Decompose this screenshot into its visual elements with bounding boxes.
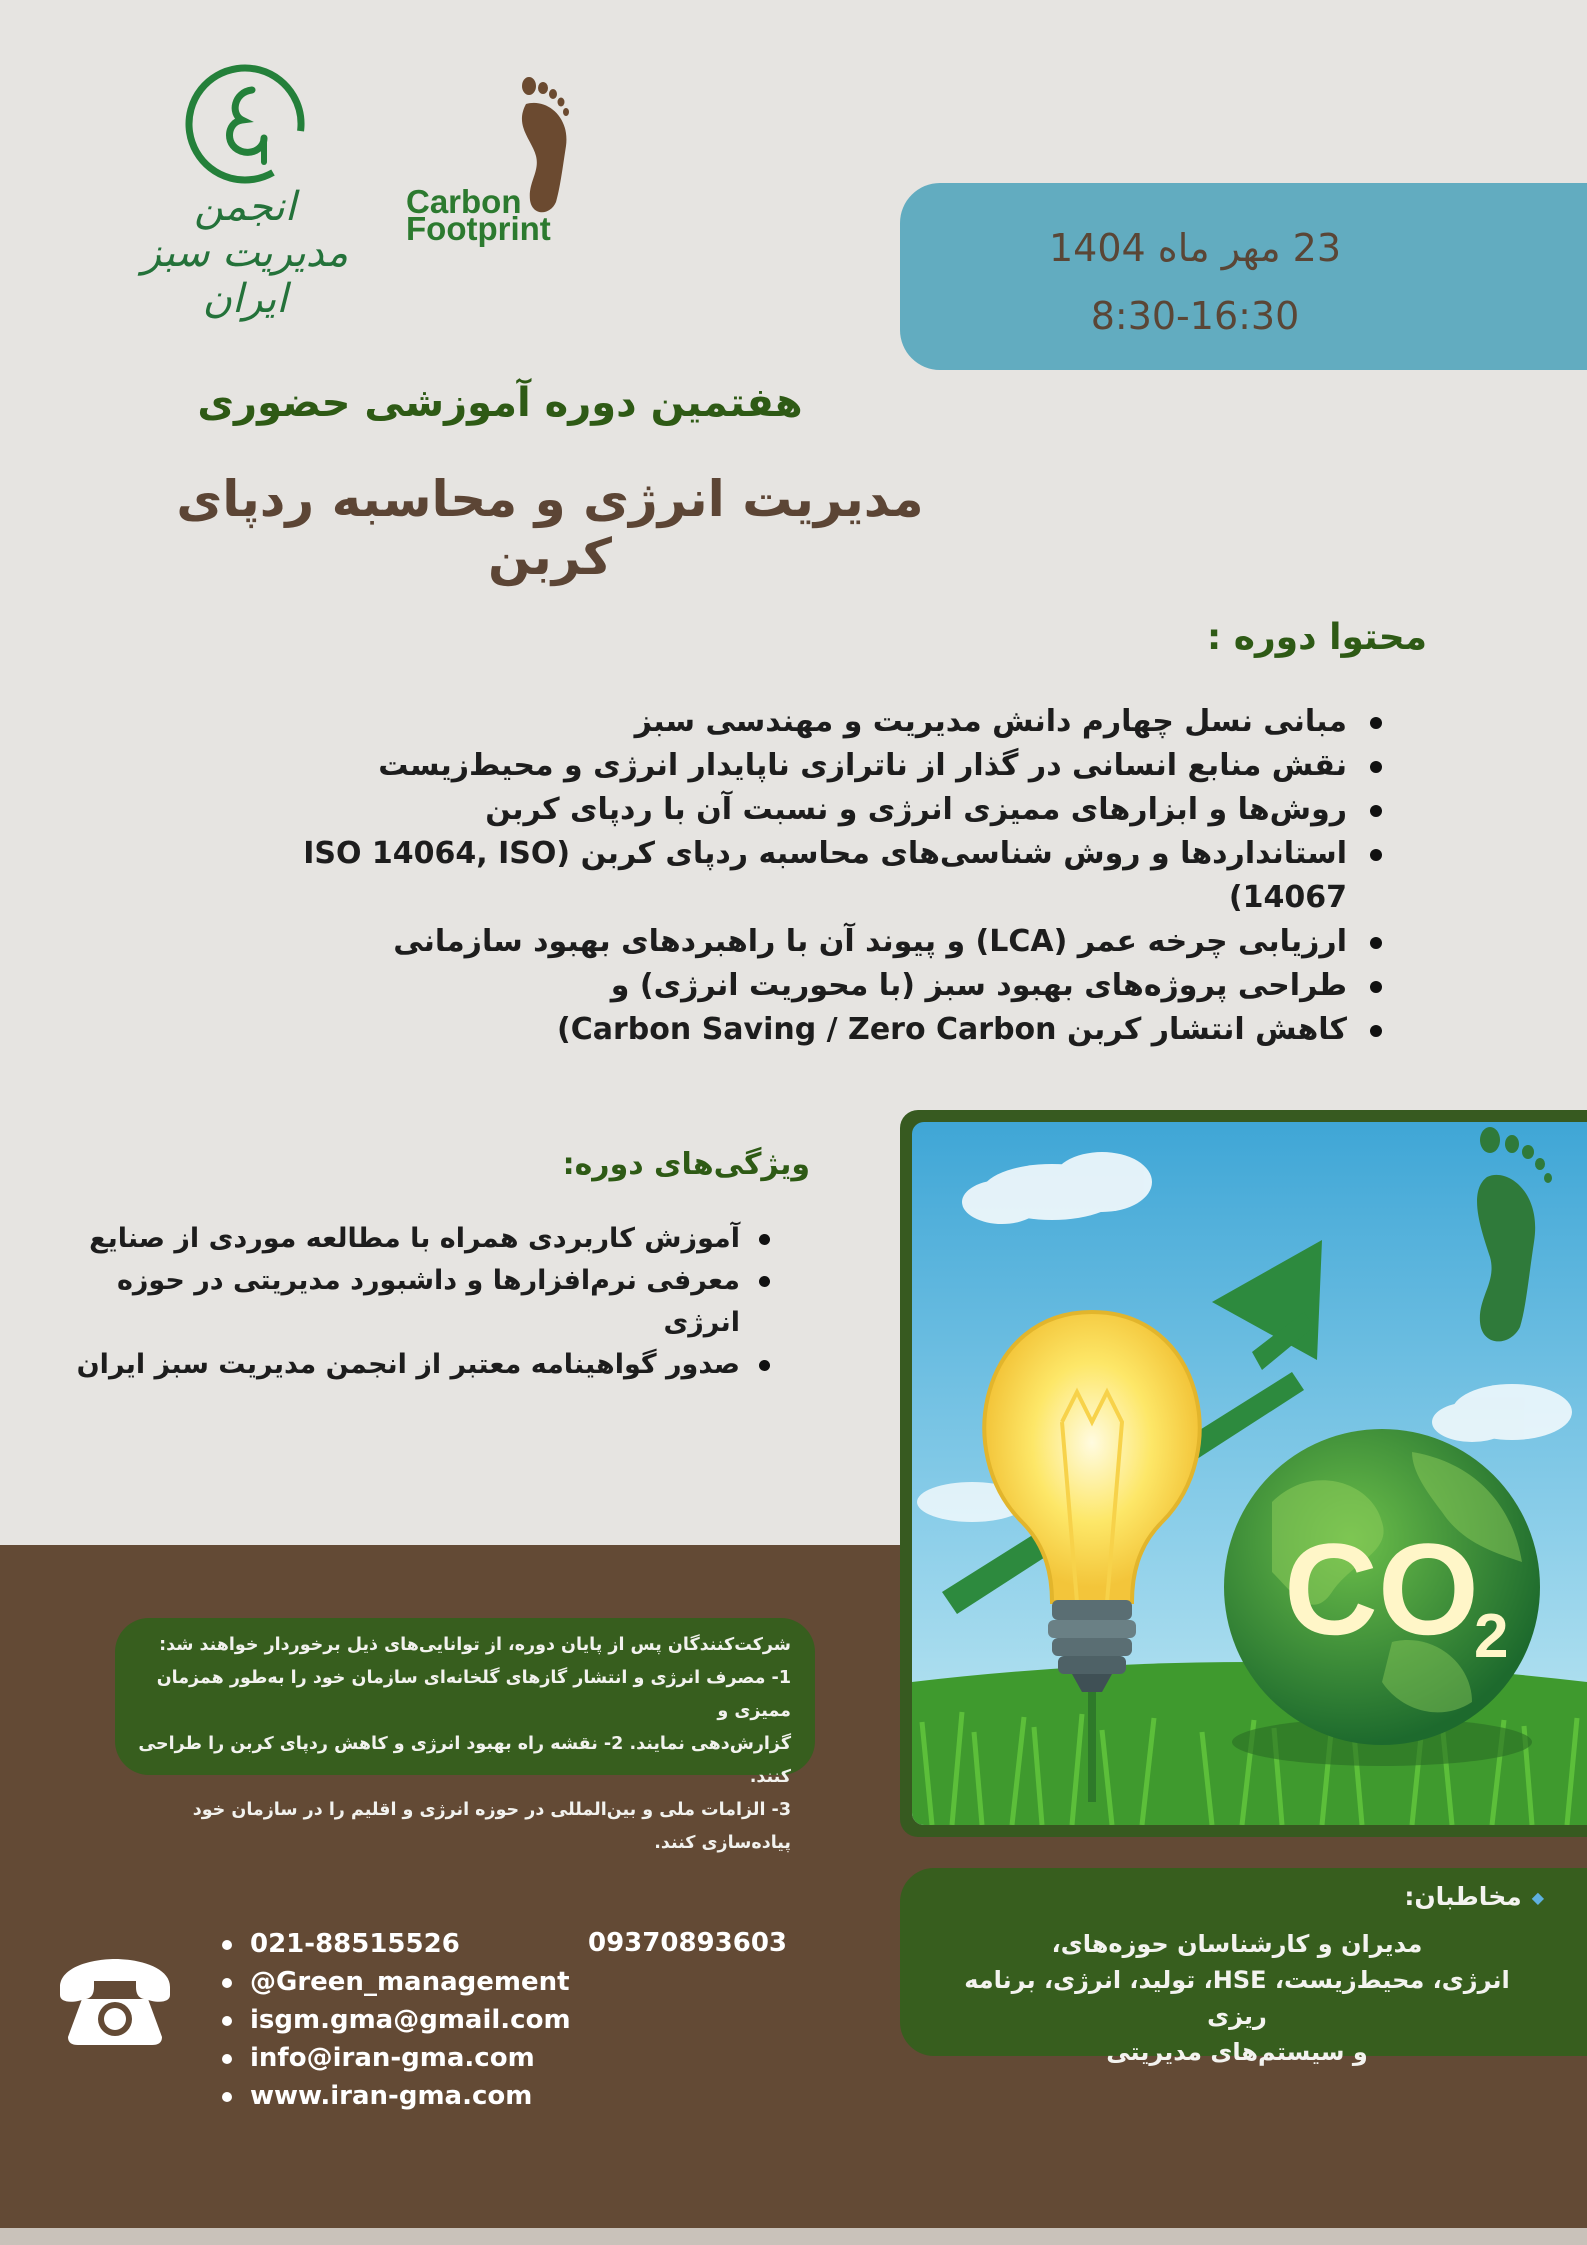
event-date: 23 مهر ماه 1404 [1049,226,1341,270]
content-item: مبانی نسل چهارم دانش مدیریت و مهندسی سبز [247,700,1347,744]
outcomes-line: گزارش‌دهی نمایند. 2- نقشه راه بهبود انرژی و کاهش ردپای کربن را طراحی کنند. [138,1734,791,1787]
content-list [247,700,1347,1052]
gma-logo-text: انجمن مدیریت سبز ایران [141,184,349,322]
course-subtitle: هفتمین دوره آموزشی حضوری [197,380,803,426]
footprint-icon [516,76,576,216]
content-item: روش‌ها و ابزارهای ممیزی انرژی و نسبت آن با ردپای کربن [247,788,1347,832]
course-title: مدیریت انرژی و محاسبه ردپای کربن [176,470,924,586]
content-item: ارزیابی چرخه عمر (LCA) و پیوند آن با راهبردهای بهبود سازمانی [247,920,1347,964]
telegram-handle[interactable]: @Green_management [222,1963,571,2001]
audience-line: مدیران و کارشناسان حوزه‌های، [1051,1930,1423,1958]
gma-emblem-icon [182,62,308,187]
carbon-footprint-logo [396,76,576,256]
content-item: طراحی پروژه‌های بهبود سبز (با محوریت انرژی) و [247,964,1347,1008]
audience-body [957,1926,1517,2070]
audience-box [900,1868,1587,2066]
feature-item: صدور گواهینامه معتبر از انجمن مدیریت سبز ایران [40,1344,740,1386]
features-heading: ویژگی‌های دوره: [562,1147,810,1182]
co2-subscript: 2 [1474,1602,1509,1671]
outcomes-box [115,1618,815,1853]
phone-number[interactable]: 021-88515526 [222,1925,571,1963]
feature-item: آموزش کاربردی همراه با مطالعه موردی از صنایع [40,1218,740,1260]
content-item: استانداردها و روش شناسی‌های محاسبه ردپای کربن (ISO 14064, ISO 14067) [247,832,1347,920]
email-link[interactable]: isgm.gma@gmail.com [222,2001,571,2039]
content-heading: محتوا دوره : [1206,617,1427,658]
audience-line: انرژی، محیط‌زیست، HSE، تولید، انرژی، برنامه ریزی [964,1966,1510,2030]
carbon-logo-word2: Footprint [406,210,551,247]
co2-label: CO [1284,1516,1479,1662]
event-date-box [900,183,1587,370]
outcomes-line: 1- مصرف انرژی و انتشار گازهای گلخانه‌ای سازمان خود را به‌طور همزمان ممیزی و [156,1668,791,1721]
contact-list [222,1925,571,2115]
content-item: نقش منابع انسانی در گذار از ناترازی ناپایدار انرژی و محیط‌زیست [247,744,1347,788]
event-time: 8:30-16:30 [1090,294,1300,338]
features-list [40,1218,740,1386]
mobile-number[interactable]: 09370893603 [588,1928,787,1958]
gma-logo [140,62,350,322]
content-item: کاهش انتشار کربن Carbon Saving / Zero Carbon) [247,1008,1347,1052]
website-link[interactable]: www.iran-gma.com [222,2077,571,2115]
outcomes-line: 3- الزامات ملی و بین‌المللی در حوزه انرژی و اقلیم را در سازمان خود پیاده‌سازی کنند. [192,1800,791,1853]
co2-lightbulb-illustration [912,1122,1587,1825]
footer-strip [0,2228,1587,2245]
telephone-icon [52,1957,178,2047]
email-link[interactable]: info@iran-gma.com [222,2039,571,2077]
feature-item: معرفی نرم‌افزارها و داشبورد مدیریتی در حوزه انرژی [40,1260,740,1344]
outcomes-line: شرکت‌کنندگان پس از پایان دوره، از توانایی‌های ذیل برخوردار خواهند شد: [159,1635,791,1655]
audience-line: و سیستم‌های مدیریتی [1106,2038,1368,2066]
audience-title: ◆ مخاطبان: [1404,1882,1544,1911]
carbon-logo-word1: Carbon [406,183,522,220]
energy-illustration [900,1110,1587,1837]
